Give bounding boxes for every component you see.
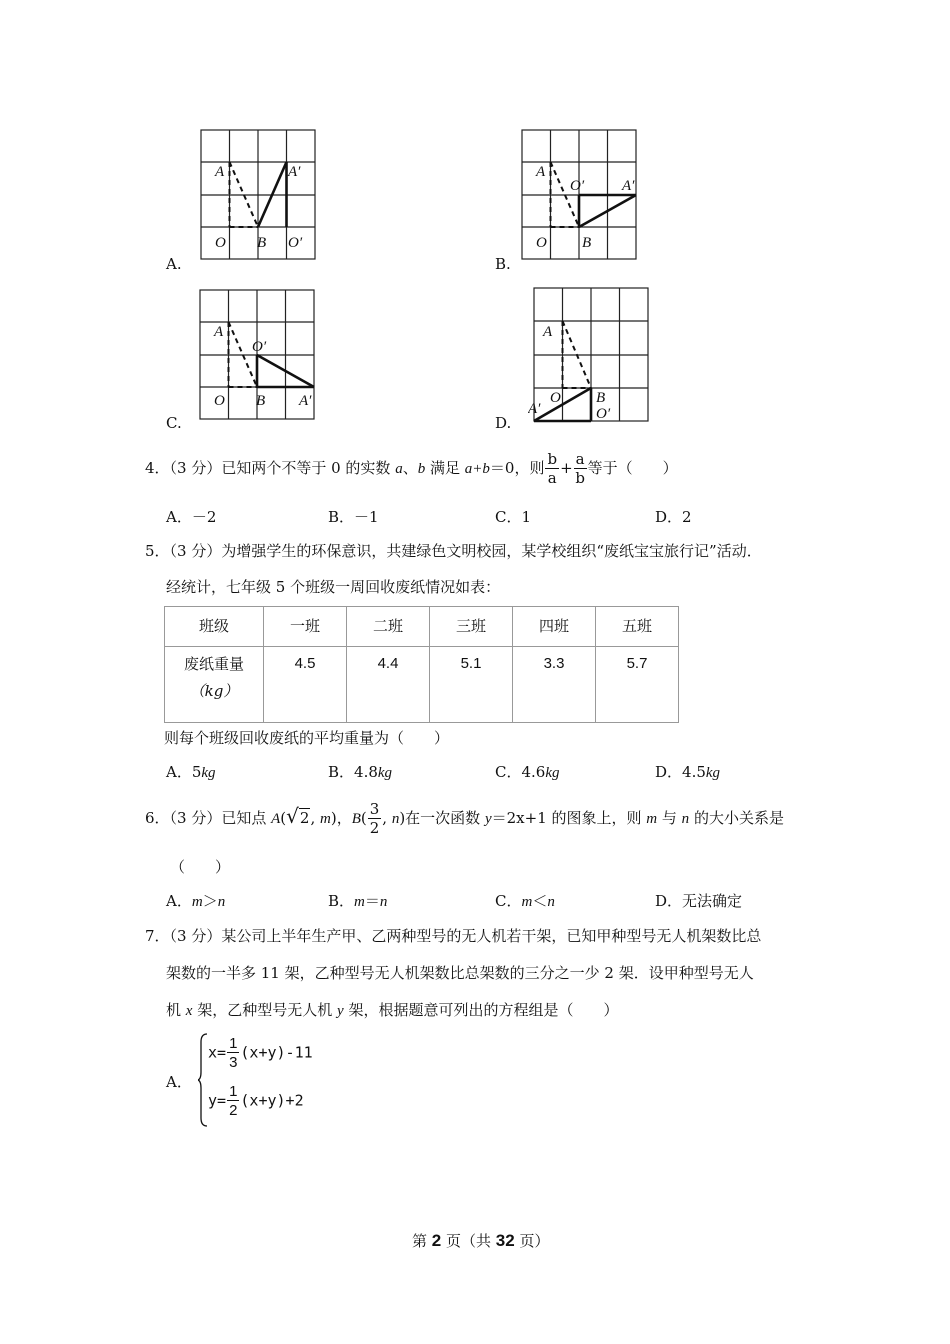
q7-line2: 架数的一半多 11 架，乙种型号无人机架数比总架数的三分之一少 2 架．设甲种型号无人	[166, 964, 754, 982]
table-cell: 4.5	[264, 647, 347, 723]
waste-paper-table	[164, 606, 679, 723]
unit-kg: （kg）	[189, 682, 239, 700]
q5-option-a: A．5kg	[166, 763, 216, 781]
page-footer: 第 2 页（共 32 页）	[412, 1231, 550, 1250]
q4-option-a: A．－2	[166, 508, 217, 526]
page-number: 2	[431, 1231, 442, 1250]
equation-2: y= $\frac{1}{2}$ (x+y)+2	[208, 1083, 304, 1119]
label-Aprime: A′	[299, 393, 312, 409]
q6-option-d: D．无法确定	[655, 892, 743, 910]
option-b-figure	[516, 125, 641, 265]
table-cell: 4.4	[347, 647, 430, 723]
q7-line3: 机 x 架，乙种型号无人机 y 架，根据题意可列出的方程组是（ ）	[166, 1001, 619, 1019]
table-header-cell: 四班	[513, 607, 596, 647]
label-O: O	[214, 393, 225, 409]
table-cell: 5.7	[596, 647, 679, 723]
table-header-cell: 二班	[347, 607, 430, 647]
label-Oprime: O′	[596, 406, 611, 422]
label-A: A	[215, 164, 225, 180]
q4-option-d: D．2	[655, 508, 692, 526]
total-pages: 32	[495, 1231, 515, 1250]
label-B: B	[596, 390, 606, 406]
label-A: A	[543, 324, 553, 340]
table-header-cell: 五班	[596, 607, 679, 647]
q5-question: 则每个班级回收废纸的平均重量为（ ）	[164, 729, 450, 747]
label-Oprime: O′	[570, 178, 585, 194]
label-O: O	[550, 390, 561, 406]
fraction-a-over-b: $\frac{a}{b}$	[575, 450, 585, 487]
q4-stem: 4．（3 分）已知两个不等于 0 的实数 a、b 满足 a+b＝0，则 $\frac{b}{a}$ + $\frac{a}{b}$ 等于（ ）	[145, 450, 678, 487]
q4-option-c: C．1	[495, 508, 532, 526]
label-Oprime: O′	[288, 235, 303, 251]
option-d-letter: D.	[495, 414, 512, 432]
option-d-figure	[528, 283, 653, 425]
q6-option-c: C．m＜n	[495, 892, 555, 910]
q5-line1: 5．（3 分）为增强学生的环保意识，共建绿色文明校园，某学校组织“废纸宝宝旅行记”活动．	[145, 542, 762, 560]
fraction-b-over-a: $\frac{b}{a}$	[547, 450, 558, 487]
table-header-cell: 一班	[264, 607, 347, 647]
option-a-letter: A.	[166, 255, 182, 273]
left-brace-icon	[198, 1032, 208, 1128]
label-B: B	[582, 235, 592, 251]
table-cell: 5.1	[430, 647, 513, 723]
option-a-figure	[195, 125, 320, 265]
table-header-cell: 三班	[430, 607, 513, 647]
table-header-cell: 班级	[165, 607, 264, 647]
q6-option-b: B．m＝n	[328, 892, 388, 910]
q7-line1: 7．（3 分）某公司上半年生产甲、乙两种型号的无人机若干架，已知甲种型号无人机架数比总	[145, 927, 762, 945]
q5-option-c: C．4.6kg	[495, 763, 560, 781]
q6-option-a: A．m＞n	[166, 892, 226, 910]
option-b-letter: B.	[495, 255, 511, 273]
table-cell: 3.3	[513, 647, 596, 723]
label-B: B	[257, 235, 267, 251]
label-O: O	[215, 235, 226, 251]
label-B: B	[256, 393, 266, 409]
label-A: A	[214, 324, 224, 340]
q4-option-b: B．－1	[328, 508, 379, 526]
label-Aprime: A′	[288, 164, 301, 180]
label-A: A	[536, 164, 546, 180]
label-Oprime: O′	[252, 339, 267, 355]
q5-line2: 经统计，七年级 5 个班级一周回收废纸情况如表：	[166, 578, 501, 596]
label-Aprime: A′	[528, 401, 541, 417]
table-row-label: 废纸重量 （kg）	[165, 647, 264, 723]
option-c-figure	[194, 285, 319, 425]
q7-option-a-letter: A．	[166, 1073, 192, 1091]
q5-option-b: B．4.8kg	[328, 763, 393, 781]
q6-paren: （ ）	[170, 858, 231, 876]
option-c-letter: C.	[166, 414, 182, 432]
fraction-3-over-2: $\frac{3}{2}$	[369, 800, 380, 837]
q5-option-d: D．4.5kg	[655, 763, 721, 781]
sqrt-symbol: √	[286, 804, 299, 828]
label-O: O	[536, 235, 547, 251]
equation-1: x= $\frac{1}{3}$ (x+y)-11	[208, 1035, 313, 1071]
label-Aprime: A′	[622, 178, 635, 194]
equation-system	[198, 1032, 348, 1128]
q6-stem: 6．（3 分）已知点 A(√2, m)，B( $\frac{3}{2}$ , n)在一次函数 y＝2x+1 的图象上，则 m 与 n 的大小关系是	[145, 800, 784, 837]
